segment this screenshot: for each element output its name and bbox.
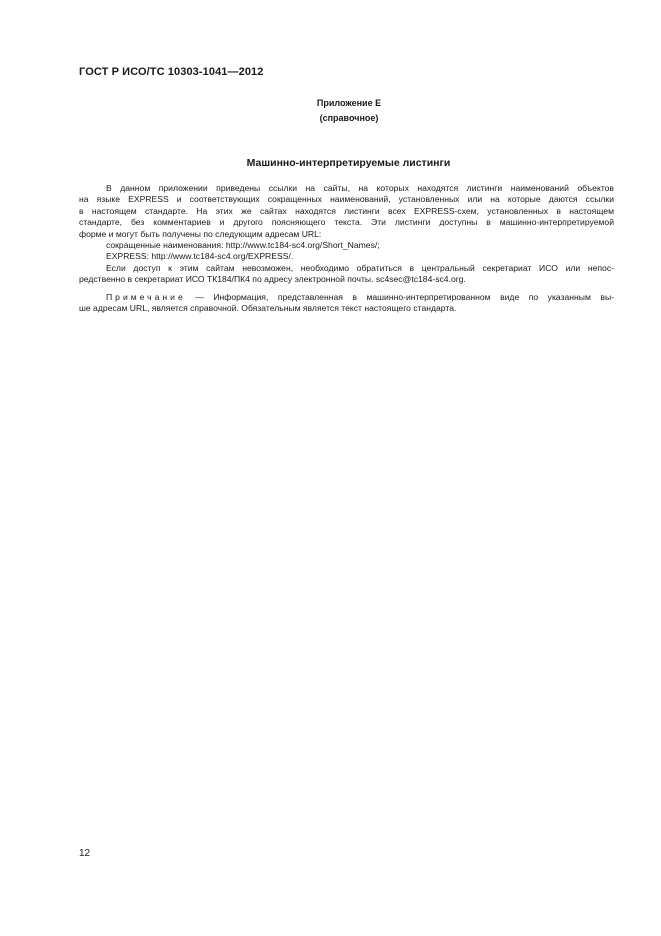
note-first-line (79, 292, 614, 303)
text-line: на языке EXPRESS и соответствующих сокращенных наименований, установленных или на которые даются ссылки (79, 194, 614, 205)
text-line: Если доступ к этим сайтам невозможен, необходимо обратиться в центральный секретариат ИСО или непос- (106, 262, 614, 273)
annex-type: (справочное) (319, 113, 379, 123)
paragraph-contact (79, 263, 614, 286)
section-title-text: Машинно-интерпретируемые листинги (246, 157, 451, 169)
note-text: — Информация, представленная в машинно-интерпретированном виде по указанным вы- (185, 291, 614, 302)
document-header: ГОСТ Р ИСО/ТС 10303-1041—2012 (79, 66, 264, 78)
annex-title: Приложение Е (316, 98, 382, 108)
url-express: EXPRESS: http://www.tc184-sc4.org/EXPRESS/. (106, 251, 294, 262)
page-number: 12 (79, 848, 91, 859)
text-line: стандарте, без комментариев и другого поясняющего текста. Эти листинги доступны в машинно-интерпретируемой (79, 217, 614, 228)
text-line: ше адресам URL, является справочной. Обязательным является текст настоящего стандарта. (79, 303, 457, 314)
note (79, 292, 614, 315)
body-text (79, 183, 614, 314)
annex-heading (0, 96, 661, 126)
text-line: в настоящем стандарте. На этих же сайтах находятся листинги всех EXPRESS-схем, установленных в настоящем (79, 205, 614, 216)
url-short-names: сокращенные наименования: http://www.tc184-sc4.org/Short_Names/; (106, 240, 380, 251)
note-label: Примечание (106, 291, 186, 302)
section-title (0, 157, 661, 169)
text-line: форме и могут быть получены по следующим адресам URL: (79, 228, 322, 239)
text-line: редственно в секретариат ИСО ТК184/ПК4 по адресу электронной почты. sc4sec@tc184-sc4.org. (79, 274, 466, 285)
text-line: В данном приложении приведены ссылки на сайты, на которых находятся листинги наименований объектов (106, 183, 614, 193)
paragraph-intro (79, 183, 614, 240)
